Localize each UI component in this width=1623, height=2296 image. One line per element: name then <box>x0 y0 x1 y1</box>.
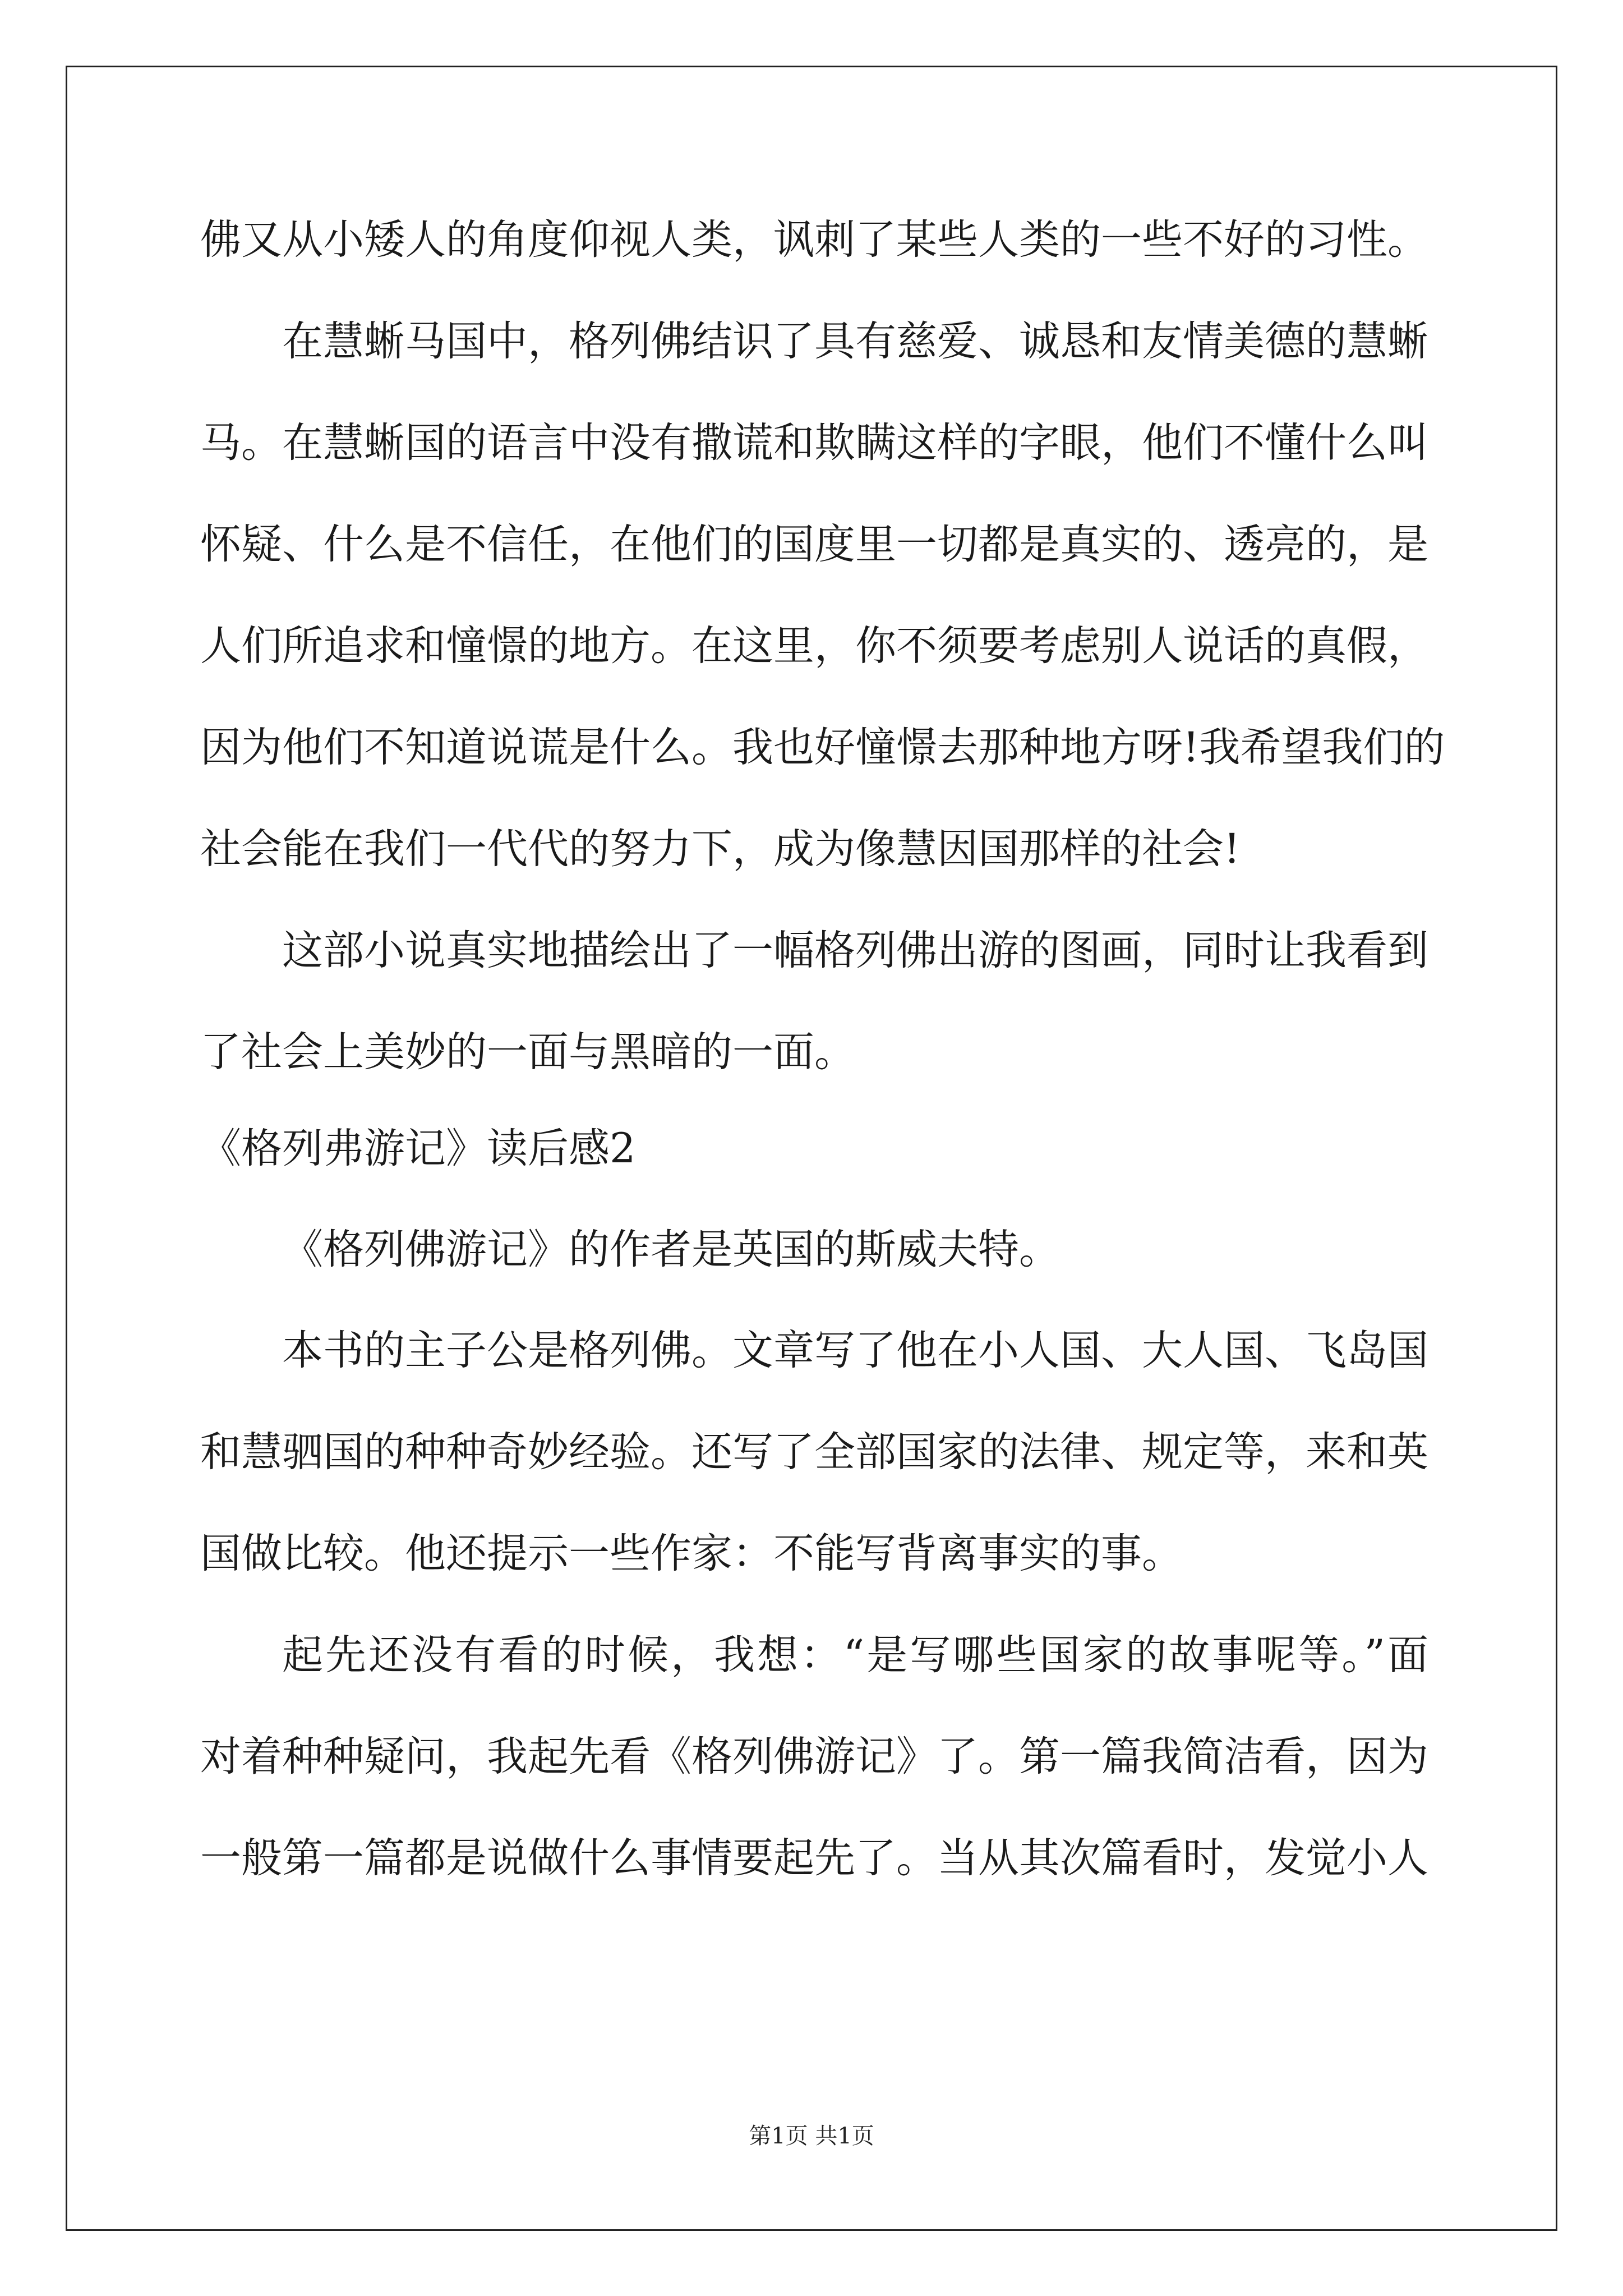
body-line-13: 和慧驷国的种种奇妙经验。还写了全部国家的法律、规定等，来和英 <box>200 1428 1428 1476</box>
paragraph-start-line: 本书的主子公是格列佛。文章写了他在小人国、大人国、飞岛国 <box>282 1327 1428 1374</box>
paragraph-start-line: 起先还没有看的时候，我想：“是写哪些国家的故事呢等。”面 <box>282 1631 1428 1679</box>
body-line-5: 人们所追求和憧憬的地方。在这里，你不须要考虑别人说话的真假， <box>200 622 1428 670</box>
body-line-1: 佛又从小矮人的角度仰视人类，讽刺了某些人类的一些不好的习性。 <box>200 216 1428 264</box>
page-footer: 第1页 共1页 <box>749 2123 874 2149</box>
body-line-4: 怀疑、什么是不信任，在他们的国度里一切都是真实的、透亮的，是 <box>200 521 1428 568</box>
body-line-9: 了社会上美妙的一面与黑暗的一面。 <box>200 1028 855 1076</box>
body-line-6: 因为他们不知道说谎是什么。我也好憧憬去那种地方呀!我希望我们的 <box>200 724 1445 771</box>
body-line-7: 社会能在我们一代代的努力下，成为像慧因国那样的社会! <box>200 825 1241 873</box>
paragraph-start-line: 这部小说真实地描绘出了一幅格列佛出游的图画，同时让我看到 <box>282 927 1428 974</box>
paragraph-start-line: 《格列佛游记》的作者是英国的斯威夫特。 <box>282 1226 1060 1273</box>
paragraph-start-line: 在慧蜥马国中，格列佛结识了具有慈爱、诚恳和友情美德的慧蜥 <box>282 318 1428 365</box>
body-line-3: 马。在慧蜥国的语言中没有撒谎和欺瞒这样的字眼，他们不懂什么叫 <box>200 419 1428 467</box>
section-heading: 《格列弗游记》读后感2 <box>200 1125 636 1172</box>
body-line-17: 一般第一篇都是说做什么事情要起先了。当从其次篇看时，发觉小人 <box>200 1834 1428 1882</box>
body-line-16: 对着种种疑问，我起先看《格列佛游记》了。第一篇我简洁看，因为 <box>200 1733 1428 1780</box>
body-line-14: 国做比较。他还提示一些作家：不能写背离事实的事。 <box>200 1530 1183 1577</box>
